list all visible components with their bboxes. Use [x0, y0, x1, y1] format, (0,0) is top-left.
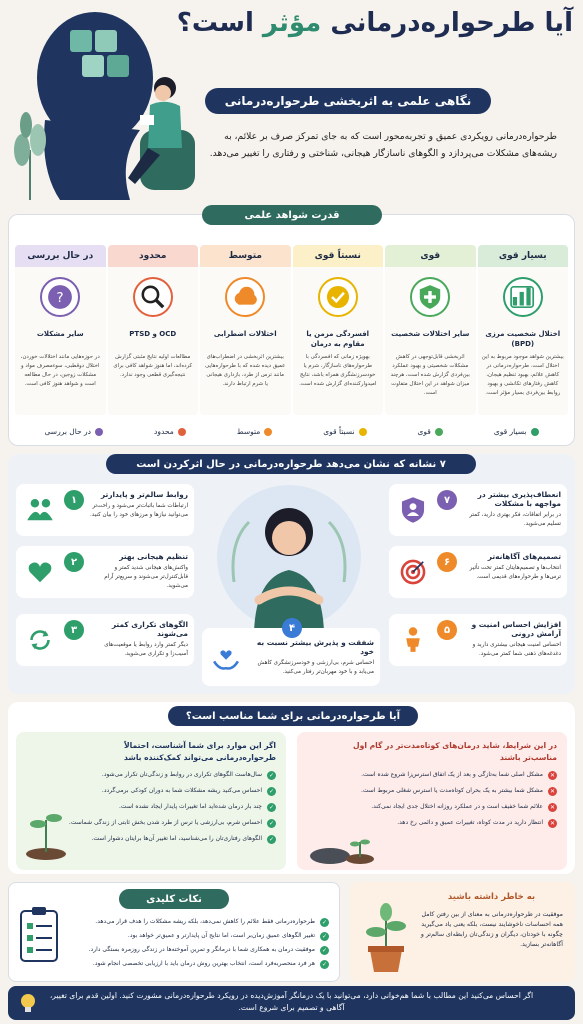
sign-number: ۶	[437, 552, 457, 572]
list-item	[66, 803, 276, 812]
sign-card	[389, 546, 567, 598]
list-item-text: مشکل شما بیشتر به یک بحران کوتاه‌مدت یا استرس شغلی مربوط است.	[360, 787, 543, 794]
list-item	[66, 819, 276, 828]
bar-chart-icon	[503, 277, 543, 317]
not-suitable-list	[307, 771, 557, 828]
evidence-body	[478, 267, 569, 415]
sign-card	[389, 614, 567, 666]
sign-card	[202, 622, 380, 686]
cycle-arrows-icon	[20, 620, 60, 660]
check-icon: ✓	[321, 960, 328, 968]
title-part1: آیا طرحواره‌درمانی	[330, 8, 573, 38]
shield-person-icon	[393, 490, 433, 530]
evidence-columns	[15, 245, 568, 415]
evidence-condition: سایر مشکلات	[36, 330, 84, 338]
sign-card	[16, 614, 194, 666]
legend-dot	[359, 428, 367, 436]
list-item-text: الگوهای رفتاری‌تان را می‌شناسید، اما تغییر آن‌ها برایتان دشوار است.	[91, 835, 262, 842]
check-circle-icon	[318, 277, 358, 317]
evidence-condition: افسردگی مزمن یا مقاوم به درمان	[306, 330, 370, 348]
evidence-body	[200, 267, 291, 415]
list-item-text: مشکل اصلی شما به‌تازگی و بعد از یک اتفاق استرس‌زا شروع شده است.	[361, 771, 543, 778]
remember-title: به خاطر داشته باشید	[447, 892, 536, 902]
title-highlight: مؤثر	[262, 8, 322, 38]
sign-description: دیگر کمتر وارد روابط یا موقعیت‌های آسیب‌زا و تکراری می‌شوید.	[104, 642, 188, 657]
sign-description: احساس شرم، بی‌ارزشی و خودسرزنشگری کاهش می‌یابد و با خود مهربان‌تر رفتار می‌کنید.	[257, 660, 374, 675]
evidence-condition: سایر اختلالات شخصیت	[391, 330, 470, 338]
evidence-level-label: بسیار قوی	[478, 245, 569, 267]
evidence-section	[8, 209, 575, 446]
evidence-body	[108, 267, 199, 415]
evidence-description: مطالعات اولیه نتایج مثبتی گزارش کرده‌اند، اما هنوز شواهد کافی برای نتیجه‌گیری قطعی وجود ندارد.	[113, 354, 193, 378]
legend-item	[45, 427, 103, 436]
sign-number: ۳	[64, 620, 84, 640]
evidence-level-label: محدود	[108, 245, 199, 267]
list-item	[317, 803, 557, 812]
sign-card	[389, 484, 567, 536]
subtitle-bar: نگاهی علمی به اثربخشی طرحواره‌درمانی	[205, 88, 491, 114]
page-title	[176, 8, 573, 38]
remember-text: موفقیت در طرحواره‌درمانی به معنای از بین رفتن کامل همه احساسات ناخوشایند نیست، بلکه یعنی یاد می‌گیرید چگونه با خودتان، دیگران و زندگی‌تان رابطه‌ای سالم‌تر و آگاهانه‌تر بسازید.	[420, 911, 563, 948]
legend-dot	[95, 428, 103, 436]
sprout-icon	[24, 800, 68, 860]
check-icon: ✓	[268, 835, 275, 843]
check-icon: ✓	[268, 787, 275, 795]
sign-description: انتخاب‌ها و تصمیم‌هایتان کمتر تحت تأثیر ترس‌ها و طرحواره‌های قدیمی است.	[469, 565, 561, 580]
check-icon: ✓	[321, 932, 328, 940]
magnifier-icon	[133, 277, 173, 317]
legend-label: قوی	[417, 426, 431, 436]
rocks-sprout-icon	[305, 832, 385, 864]
check-icon: ✓	[321, 918, 328, 926]
signs-section	[8, 454, 575, 694]
check-icon: ✓	[268, 771, 275, 779]
target-icon	[393, 552, 433, 592]
sign-description: واکنش‌های هیجانی شدید کمتر و قابل‌کنترل‌تر می‌شوند و سریع‌تر آرام می‌شوید.	[104, 565, 188, 589]
list-item	[317, 787, 557, 796]
people-icon	[20, 490, 60, 530]
sign-number: ۱	[64, 490, 84, 510]
evidence-column	[15, 245, 106, 415]
list-item-text: احساس شرم، بی‌ارزشی یا ترس از طرد شدن بخش ثابتی از زندگی شماست.	[68, 819, 262, 826]
legend-label: متوسط	[236, 426, 261, 436]
sign-title: انعطاف‌پذیری بیشتر در مواجهه با مشکلات	[477, 490, 561, 508]
key-points-title: نکات کلیدی	[119, 889, 229, 909]
suitability-section	[8, 702, 575, 874]
sign-title: الگوهای تکراری کمتر می‌شوند	[111, 620, 188, 638]
sign-title: شفقت و پذیرش بیشتر نسبت به خود	[256, 638, 374, 656]
cross-icon: ✕	[549, 819, 556, 827]
remember-box	[350, 882, 575, 982]
sign-card	[16, 546, 194, 598]
legend-label: بسیار قوی	[493, 426, 527, 436]
evidence-condition: OCD و PTSD	[129, 330, 177, 338]
sign-description: احساس امنیت هیجانی بیشتری دارید و دغدغه‌های ذهنی شما کمتر می‌شود.	[472, 642, 561, 657]
legend-item	[154, 427, 186, 436]
evidence-column	[385, 245, 476, 415]
list-item	[66, 771, 276, 780]
evidence-body	[293, 267, 384, 415]
list-item-text: سال‌هاست الگوهای تکراری در روابط و زندگی‌تان تکرار می‌شود.	[101, 771, 262, 778]
hands-heart-icon	[206, 638, 246, 678]
legend-item	[323, 427, 366, 436]
list-item-text: علائم شما خفیف است و در عملکرد روزانه اختلال جدی ایجاد نمی‌کند.	[371, 803, 543, 810]
self-hug-illustration	[204, 482, 374, 632]
potted-plant-icon	[358, 902, 414, 974]
evidence-legend	[19, 421, 564, 441]
not-suitable-box	[297, 732, 567, 870]
cross-icon: ✕	[549, 803, 556, 811]
key-point	[69, 932, 329, 941]
evidence-description: در حوزه‌هایی مانند اختلالات خوردن، اختلال دوقطبی، سوءمصرف مواد و مشکلات زوجین، در حال مطالعه است و شواهد هنوز کافی است.	[20, 354, 100, 387]
title-part2: است؟	[176, 8, 254, 38]
sign-title: روابط سالم‌تر و پایدارتر	[100, 490, 188, 499]
evidence-level-label: نسبتاً قوی	[293, 245, 384, 267]
footer-text: اگر احساس می‌کنید این مطالب با شما هم‌خوانی دارد، می‌توانید با یک درمانگر آموزش‌دیده در رویکرد طرحواره‌درمانی مشورت کنید. اولین قدم برای تغییر، آگاهی و تصمیم برای شروع است.	[49, 991, 534, 1012]
check-icon: ✓	[268, 819, 275, 827]
footer-banner	[8, 986, 575, 1020]
suitable-heading: اگر این موارد برای شما آشناست، احتمالاً طرحواره‌درمانی می‌تواند کمک‌کننده باشد	[123, 741, 276, 762]
sign-title: تصمیم‌های آگاهانه‌تر	[487, 552, 561, 561]
legend-label: نسبتاً قوی	[323, 426, 355, 436]
sign-number: ۷	[437, 490, 457, 510]
not-suitable-heading: در این شرایط، شاید درمان‌های کوتاه‌مدت‌تر در گام اول مناسب‌تر باشند	[353, 741, 557, 762]
person-icon	[393, 620, 433, 660]
suitability-title: آیا طرحواره‌درمانی برای شما مناسب است؟	[168, 706, 418, 726]
sign-description: در برابر اتفاقات، فکر بهتری دارید، کمتر تسلیم می‌شوید.	[469, 512, 561, 527]
legend-item	[418, 427, 443, 436]
signs-title: ۷ نشانه که نشان می‌دهد طرحواره‌درمانی در حال اثرکردن است	[106, 454, 476, 474]
lightbulb-icon	[16, 991, 40, 1015]
sign-number: ۲	[64, 552, 84, 572]
evidence-description: بهویژه زمانی که افسردگی با طرحواره‌های ناسازگار، شرم یا خودسرزنشگری همراه باشد، نتایج امیدوارکننده‌ای گزارش شده است.	[299, 354, 377, 387]
legend-item	[494, 427, 539, 436]
key-points-box	[8, 882, 340, 982]
list-item-text: انتظار دارید در مدت کوتاه، تغییرات عمیق و دائمی رخ دهد.	[397, 819, 543, 826]
plant-icon	[14, 112, 46, 200]
sign-card	[16, 484, 194, 536]
evidence-column	[108, 245, 199, 415]
evidence-column	[200, 245, 291, 415]
key-point	[69, 946, 329, 955]
list-item-text: احساس می‌کنید ریشه مشکلات شما به دوران کودکی برمی‌گردد.	[101, 787, 262, 794]
evidence-condition: اختلالات اضطرابی	[213, 330, 277, 338]
shield-plus-icon	[410, 277, 450, 317]
legend-dot	[178, 428, 186, 436]
evidence-column	[293, 245, 384, 415]
key-point-text: تغییر الگوهای عمیق زمان‌بر است، اما نتایج آن پایدارتر و عمیق‌تر خواهد بود.	[127, 932, 315, 939]
list-item	[317, 819, 557, 828]
key-point	[69, 918, 329, 927]
legend-dot	[531, 428, 539, 436]
evidence-description: بیشترین شواهد موجود مربوط به این اختلال است. طرحواره‌درمانی در کاهش علائم، بهبود تنظیم هیجان، کاهش رفتارهای تکانشی و بهبود روابط بین‌فردی بسیار مؤثر است.	[481, 354, 564, 396]
question-icon	[40, 277, 80, 317]
key-point-text: هر فرد منحصربه‌فرد است، انتخاب بهترین روش درمان باید با ارزیابی تخصصی انجام شود.	[92, 960, 315, 967]
evidence-title: قدرت شواهد علمی	[202, 205, 382, 225]
cross-icon: ✕	[549, 771, 556, 779]
list-item	[66, 835, 276, 844]
intro-text: طرحواره‌درمانی رویکردی عمیق و تجربه‌محور است که به جای تمرکز صرف بر علائم، به ریشه‌های مشکلات می‌پردازد و الگوهای ناسازگار هیجانی، شناختی و رفتاری را تغییر می‌دهد.	[209, 131, 557, 159]
evidence-column	[478, 245, 569, 415]
sign-title: افزایش احساس امنیت و آرامش درونی	[471, 620, 561, 638]
svg-text:?: ?	[56, 290, 64, 307]
check-icon: ✓	[268, 803, 275, 811]
evidence-level-label: در حال بررسی	[15, 245, 106, 267]
cloud-icon	[225, 277, 265, 317]
legend-label: در حال بررسی	[44, 426, 92, 436]
suitable-box	[16, 732, 286, 870]
checklist-icon	[19, 907, 59, 963]
sign-description: ارتباطات شما باثبات‌تر می‌شود و راحت‌تر می‌توانید نیازها و مرزهای خود را بیان کنید.	[89, 503, 188, 518]
evidence-level-label: متوسط	[200, 245, 291, 267]
cross-icon: ✕	[549, 787, 556, 795]
evidence-description: بیشترین اثربخشی در اضطراب‌های عمیق دیده شده که با طرحواره‌هایی مانند ترس از طرد، بازداری هیجانی یا شرم ارتباط دارند.	[205, 354, 286, 387]
hero-illustration	[0, 0, 200, 205]
sign-number: ۵	[437, 620, 457, 640]
list-item	[317, 771, 557, 780]
evidence-condition: اختلال شخصیت مرزی (BPD)	[485, 330, 561, 348]
key-point	[69, 960, 329, 969]
sign-title: تنظیم هیجانی بهتر	[119, 552, 188, 561]
legend-dot	[435, 428, 443, 436]
sign-number: ۴	[282, 618, 302, 638]
evidence-description: اثربخشی قابل‌توجهی در کاهش مشکلات شخصیتی و بهبود عملکرد بین‌فردی گزارش شده است، هرچند میزان شواهد در این اختلال متفاوت است.	[390, 354, 470, 396]
list-item-text: چند بار درمان شده‌اید اما تغییرات پایدار ایجاد نشده است.	[119, 803, 262, 810]
legend-label: محدود	[153, 426, 174, 436]
evidence-body	[15, 267, 106, 415]
evidence-body	[385, 267, 476, 415]
heart-brain-icon	[20, 552, 60, 592]
key-point-text: موفقیت درمان به همکاری شما با درمانگر و تمرین آموخته‌ها در زندگی روزمره بستگی دارد.	[88, 946, 315, 953]
check-icon: ✓	[321, 946, 328, 954]
key-points-list	[69, 913, 329, 969]
legend-item	[237, 427, 273, 436]
list-item	[66, 787, 276, 796]
evidence-level-label: قوی	[385, 245, 476, 267]
legend-dot	[264, 428, 272, 436]
key-point-text: طرحواره‌درمانی فقط علائم را کاهش نمی‌دهد، بلکه ریشه مشکلات را هدف قرار می‌دهد.	[95, 918, 315, 925]
